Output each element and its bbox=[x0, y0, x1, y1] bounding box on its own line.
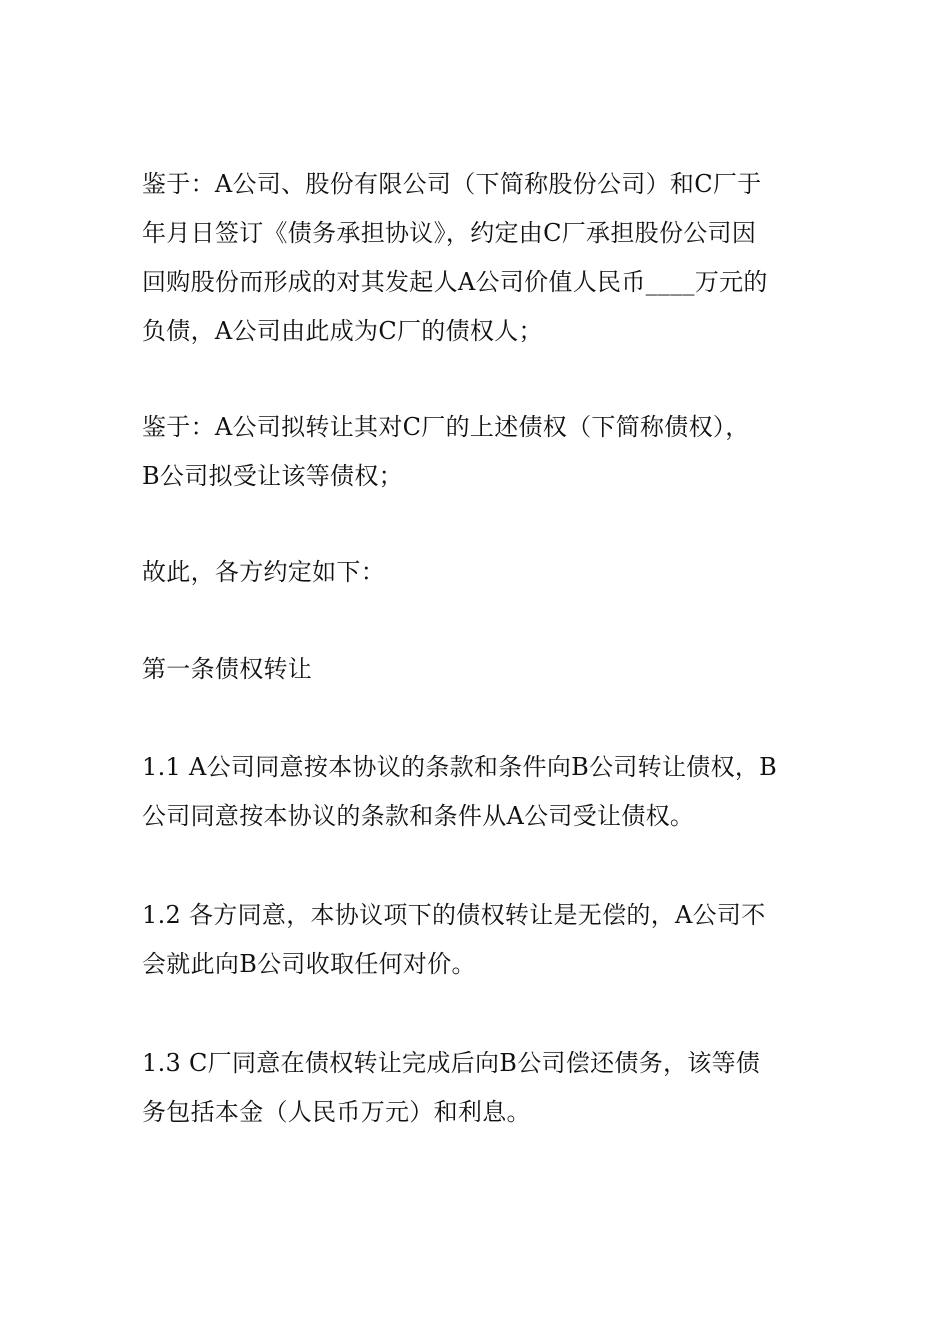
text-line: 鉴于：A公司拟转让其对C厂的上述债权（下简称债权）， bbox=[142, 413, 750, 441]
article-heading bbox=[142, 645, 812, 694]
text-line: 负债，A公司由此成为C厂的债权人； bbox=[142, 317, 543, 345]
text-line: 鉴于：A公司、股份有限公司（下简称股份公司）和C厂于 bbox=[142, 170, 762, 198]
text-line: 会就此向B公司收取任何对价。 bbox=[142, 950, 476, 978]
text-line: B公司拟受让该等债权； bbox=[142, 462, 403, 490]
text-line: 1.2 各方同意，本协议项下的债权转让是无偿的，A公司不 bbox=[142, 901, 766, 929]
text-line: 回购股份而形成的对其发起人A公司价值人民币____万元的 bbox=[142, 268, 768, 296]
clause-1-1 bbox=[142, 743, 812, 841]
document-body bbox=[142, 160, 812, 1137]
text-line: 公司同意按本协议的条款和条件从A公司受让债权。 bbox=[142, 802, 695, 830]
text-line: 年月日签订《债务承担协议》，约定由C厂承担股份公司因 bbox=[142, 219, 757, 247]
clause-1-2 bbox=[142, 891, 812, 989]
text-line: 1.1 A公司同意按本协议的条款和条件向B公司转让债权，B bbox=[142, 753, 778, 781]
text-line: 1.3 C厂同意在债权转让完成后向B公司偿还债务，该等债 bbox=[142, 1049, 761, 1077]
text-line: 务包括本金（人民币万元）和利息。 bbox=[142, 1098, 531, 1126]
agreement-intro bbox=[142, 548, 812, 597]
text-line: 故此，各方约定如下： bbox=[142, 558, 385, 586]
recital-paragraph-1 bbox=[142, 160, 812, 356]
recital-paragraph-2 bbox=[142, 403, 812, 501]
text-line: 第一条债权转让 bbox=[142, 655, 313, 683]
clause-1-3 bbox=[142, 1039, 812, 1137]
